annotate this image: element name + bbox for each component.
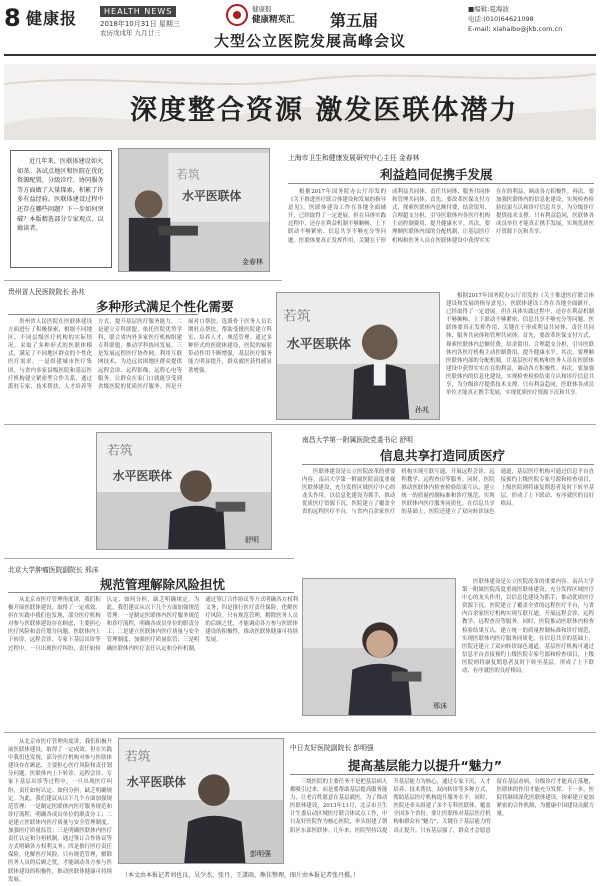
section-2-author: 贵州省人民医院院长 孙兆 xyxy=(8,288,85,296)
speaker-photo-1 xyxy=(118,148,270,272)
page-header xyxy=(0,0,600,62)
section-5-title: 提高基层能力以提升“魅力” xyxy=(348,758,502,773)
editor-name: ■编辑:夏海波 xyxy=(468,5,509,13)
section-2-title: 多种形式满足个性化需要 xyxy=(96,299,234,314)
section-1-body: 根据2017年国务院办公厅印发的《关于推进医疗联合体建设和发展的指导意见》，医联体建设工作在各地全面铺开，已经取得了一定进展。但在具体实践过程中，还存在利益机制不够顺畅、上下联动不够紧密、信息共享不够充分等问题。医联体要真正发挥作用，关键在于形成利益共同体、责任共同体、服务共同体和管理共同体。首先，要改革医保支付方式，探索医联体内总额付费，结余留用、合理超支分担，引导医联体内各医疗机构主动控制费用、提升健康水平。其次，要理顺医联体内部的分配机制，让基层医疗机构和医务人员在医联体建设中获得实实在在的利益，调动各方积极性。再次，要加强医联体内的信息化建设，实现检查检验结果互认和诊疗信息共享，为分级诊疗提供技术支撑。只有利益趋同，医联体各成员单位才能真正携手发展，实现优质医疗资源下沉和共享。 xyxy=(288,189,594,244)
divider-3 xyxy=(4,558,294,559)
speaker-photo-4 xyxy=(302,578,456,716)
section-3-rule xyxy=(302,464,594,465)
photo-caption-5: 彭明强 xyxy=(250,850,271,858)
speaker-photo-2 xyxy=(276,292,440,420)
section-3-author: 南昌大学第一附属医院党委书记 舒明 xyxy=(302,436,413,444)
photo-caption-1: 金春林 xyxy=(242,258,263,266)
editor-email: E-mail: xiahaibo@jkb.com.cn xyxy=(468,25,563,33)
section-2-rule xyxy=(8,314,198,315)
svg-text:若筑: 若筑 xyxy=(176,167,200,182)
svg-text:水平医联体: 水平医联体 xyxy=(126,775,187,790)
photo-caption-2: 孙兆 xyxy=(415,406,429,414)
divider-1 xyxy=(4,280,282,281)
svg-text:若筑: 若筑 xyxy=(106,443,133,459)
section-2-body: 贵州省人民医院在医联体建设方面进行了积极探索，根据不同地区、不同层级医疗机构的实际情况，采取了多种形式的医联体模式，满足了不同地区群众的个性化医疗需求。一是组建城市医疗集团，与省内多家县级医院和基层医疗机构建立紧密型合作关系，通过派驻专家、技术帮扶、人才培养等方式，提升基层医疗服务能力。二是建立专科联盟，依托医院优势学科，联合省内外多家医疗机构组建专科联盟，推动学科协同发展。三是发展远程医疗协作网，利用互联网技术，为边远贫困地区群众提供远程会诊、远程影像、远程心电等服务，让群众在家门口就能享受到省级医院的优质医疗服务。四是开展对口帮扶，选派骨干医务人员长期驻点帮扶，帮助受援医院建立科室、培养人才、规范管理。通过多种形式的医联体建设，医院的辐射带动作用不断增强，基层医疗服务能力明显提升，群众就医获得感显著增强。 xyxy=(8,319,272,390)
masthead: 健康报 xyxy=(26,9,78,28)
editor-phone: 电话:(010)64621098 xyxy=(468,15,534,23)
divider-4 xyxy=(4,732,596,733)
section-5-author: 中日友好医院副院长 彭明强 xyxy=(290,744,374,752)
intro-box xyxy=(10,150,112,268)
section-5-rule xyxy=(290,774,594,775)
page-number: 8 xyxy=(4,4,21,32)
section-3-body-continued: 医联体建设是公立医院改革的重要内容。南昌大学第一附属医院高度重视医联体建设，充分发挥区域医疗中心的龙头作用，以信息化建设为抓手，推动优质医疗资源下沉。医院建立了覆盖全省的远程医疗平台，与省内百余家医疗机构实现互联互通，开展远程会诊、远程教学、远程查房等服务。同时，医院推动医联体内检查检验结果互认，建立统一的质量控制标准和诊疗规范，实现医联体内医疗服务同质化。在信息共享的基础上，医院还建立了双向转诊绿色通道，基层医疗机构可通过信息平台直接预约上级医院专家号源和检查项目，上级医院则将康复期患者及时下转至基层，形成了上下联动、有序就医的良好格局。 xyxy=(462,579,594,675)
speaker-photo-5 xyxy=(118,738,284,864)
series-logo-icon xyxy=(226,4,248,26)
section-4-rule xyxy=(8,592,294,593)
intro-text: 近几年来，医联体建设如火如荼。各试点地区和医院在优化资源配置、分级诊疗、协同服务等方面做了大量探索，积累了许多有益经验。医联体建设过程中还存在哪些问题？下一步如何突破？本版精选部分专家观点，以飨读者。 xyxy=(17,158,104,233)
svg-text:若筑: 若筑 xyxy=(124,749,151,765)
lunar-date: 农历戊戌年 九月廿三 xyxy=(100,29,161,37)
header-rule xyxy=(4,54,596,56)
issue-date: 2018年10月31日 星期三 xyxy=(100,20,180,28)
svg-text:水平医联体: 水平医联体 xyxy=(112,469,173,484)
section-1-title: 利益趋同促携手发展 xyxy=(380,167,493,182)
section-badge: HEALTH NEWS xyxy=(100,6,176,17)
editor-info xyxy=(468,4,562,34)
section-4-body-continued: 从北京市医疗管理角度讲，我们积极开展医联体建设，取得了一定成效。但在实践中我们也发现，部分医疗机构对参与医联体建设存在顾虑，主要担心医疗风险和责任划分问题。医联体内上下转诊、远程会诊、专家下基层出诊等过程中，一旦出现医疗纠纷，责任如何认定、如何分担，缺乏明确规定。为此，我们建议从以下几个方面加强规范管理：一是制定医联体内医疗服务规范和诊疗流程，明确各成员单位的职责分工；二是建立医联体内医疗质量与安全管理制度，加强医疗质量监管；三是明确医联体内医疗责任认定和分担机制，通过签订合作协议等方式明确各方权利义务；四是推行医疗责任保险，化解医疗风险。只有规范管理，解除医务人员的后顾之忧，才能调动各方参与医联体建设的积极性，推动医联体健康可持续发展。 xyxy=(8,739,112,883)
section-1-body-continued: 根据2017年国务院办公厅印发的《关于推进医疗联合体建设和发展的指导意见》，医联体建设工作在各地全面铺开，已经取得了一定进展。但在具体实践过程中，还存在利益机制不够顺畅、上下联动不够紧密、信息共享不够充分等问题。医联体要真正发挥作用，关键在于形成利益共同体、责任共同体、服务共同体和管理共同体。首先，要改革医保支付方式，探索医联体内总额付费，结余留用、合理超支分担，引导医联体内各医疗机构主动控制费用、提升健康水平。其次，要理顺医联体内部的分配机制，让基层医疗机构和医务人员在医联体建设中获得实实在在的利益，调动各方积极性。再次，要加强医联体内的信息化建设，实现检查检验结果互认和诊疗信息共享，为分级诊疗提供技术支撑。只有利益趋同，医联体各成员单位才能真正携手发展，实现优质医疗资源下沉和共享。 xyxy=(446,293,594,397)
photo-caption-4: 邢沫 xyxy=(433,702,447,710)
photo-caption-3: 舒明 xyxy=(245,536,259,544)
divider-2 xyxy=(4,424,596,425)
section-1-rule xyxy=(288,183,594,184)
series-masthead: 健康报 xyxy=(252,5,272,13)
footnote: （本文由本报记者刘也良、吴少杰、张丹、王潇雨、熊佳整理，图片由本报记者张丹摄。） xyxy=(122,872,360,879)
main-banner xyxy=(4,64,596,140)
section-5-body: 三级医院的主要任务不是把基层病人都吸引过来，而是要帮助基层提高服务能力，让老百姓愿意在基层就医。为了推动医联体建设，2013年11月，北京市卫生计生委启动区域医疗联合体试点工作，中日友好医院作为核心医院，牵头组建了朝阳区东部医联体。几年来，医院坚持以提升基层能力为核心，通过专家下沉、人才培养、技术帮扶、双向转诊等多种方式，帮助基层医疗机构提升服务水平。同时，医院还牵头组建了多个专科医联体，覆盖全国多个省份。要让医联体对基层医疗机构和群众有“魅力”，关键在于基层能力的真正提升。只有基层强了，群众才会愿意留在基层看病，分级诊疗才能真正落地，医联体的作用才能充分发挥。下一步，医院将继续深化医联体建设，探索建立更加紧密的合作机制，为健康中国建设贡献力量。 xyxy=(290,779,594,834)
section-4-author: 北京大学肿瘤医院副院长 邢沫 xyxy=(8,566,99,574)
conference-title: 大型公立医院发展高峰会议 xyxy=(214,32,407,50)
svg-text:水平医联体: 水平医联体 xyxy=(182,189,242,204)
section-4-body: 从北京市医疗管理角度讲，我们积极开展医联体建设，取得了一定成效。但在实践中我们也发现，部分医疗机构对参与医联体建设存在顾虑，主要担心医疗风险和责任划分问题。医联体内上下转诊、远程会诊、专家下基层出诊等过程中，一旦出现医疗纠纷，责任如何认定、如何分担，缺乏明确规定。为此，我们建议从以下几个方面加强规范管理：一是制定医联体内医疗服务规范和诊疗流程，明确各成员单位的职责分工；二是建立医联体内医疗质量与安全管理制度，加强医疗质量监管；三是明确医联体内医疗责任认定和分担机制，通过签订合作协议等方式明确各方权利义务；四是推行医疗责任保险，化解医疗风险。只有规范管理，解除医务人员的后顾之忧，才能调动各方参与医联体建设的积极性，推动医联体健康可持续发展。 xyxy=(8,597,298,652)
svg-text:水平医联体: 水平医联体 xyxy=(286,337,351,353)
section-3-body: 医联体建设是公立医院改革的重要内容。南昌大学第一附属医院高度重视医联体建设，充分发挥区域医疗中心的龙头作用，以信息化建设为抓手，推动优质医疗资源下沉。医院建立了覆盖全省的远程医疗平台，与省内百余家医疗机构实现互联互通，开展远程会诊、远程教学、远程查房等服务。同时，医院推动医联体内检查检验结果互认，建立统一的质量控制标准和诊疗规范，实现医联体内医疗服务同质化。在信息共享的基础上，医院还建立了双向转诊绿色通道，基层医疗机构可通过信息平台直接预约上级医院专家号源和检查项目，上级医院则将康复期患者及时下转至基层，形成了上下联动、有序就医的良好格局。 xyxy=(302,469,594,516)
edition-label: 第五届 xyxy=(330,11,379,30)
speaker-photo-3 xyxy=(96,432,272,550)
section-3-title: 信息共享打造同质医疗 xyxy=(380,448,506,463)
section-4-title: 规范管理解除风险担忧 xyxy=(100,577,226,592)
series-name: 健康精英汇 xyxy=(252,15,295,25)
banner-headline: 深度整合资源 激发医联体潜力 xyxy=(130,95,519,126)
section-1-author: 上海市卫生和健康发展研究中心主任 金春林 xyxy=(288,154,420,162)
svg-text:若筑: 若筑 xyxy=(282,308,311,325)
